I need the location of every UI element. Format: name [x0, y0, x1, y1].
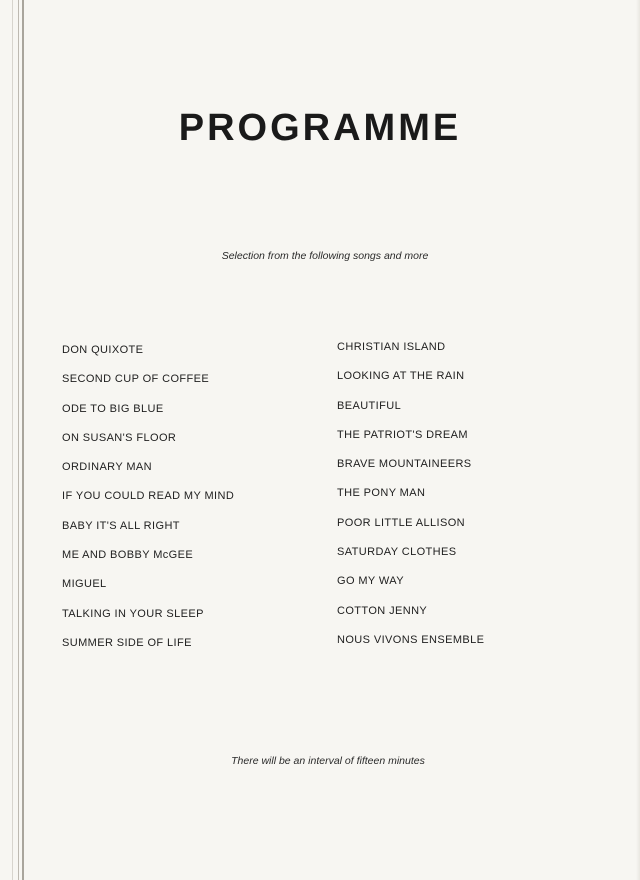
song-item: THE PONY MAN — [337, 487, 426, 500]
song-item: SUMMER SIDE OF LIFE — [62, 636, 192, 649]
song-item: SATURDAY CLOTHES — [337, 546, 457, 559]
song-item: BABY IT'S ALL RIGHT — [62, 519, 180, 532]
song-item: ON SUSAN'S FLOOR — [62, 431, 177, 444]
song-item: IF YOU COULD READ MY MIND — [62, 490, 235, 503]
song-item: TALKING IN YOUR SLEEP — [62, 607, 204, 620]
song-item: LOOKING AT THE RAIN — [337, 370, 465, 383]
interval-note: There will be an interval of fifteen minutes — [231, 755, 425, 767]
song-item: ODE TO BIG BLUE — [62, 402, 164, 415]
page-title: PROGRAMME — [178, 107, 462, 149]
song-item: POOR LITTLE ALLISON — [337, 516, 466, 529]
page-subtitle: Selection from the following songs and more — [221, 250, 429, 262]
song-item: COTTON JENNY — [337, 604, 428, 617]
song-list-left — [62, 344, 234, 666]
song-item: GO MY WAY — [337, 575, 404, 588]
song-item: BRAVE MOUNTAINEERS — [337, 458, 472, 471]
song-item: DON QUIXOTE — [62, 344, 144, 356]
song-list-right — [337, 341, 484, 663]
song-item: THE PATRIOT'S DREAM — [337, 428, 468, 441]
song-item: BEAUTIFUL — [337, 399, 402, 412]
song-item: SECOND CUP OF COFFEE — [62, 373, 210, 386]
song-item: ME AND BOBBY McGEE — [62, 549, 194, 562]
song-item: CHRISTIAN ISLAND — [337, 341, 446, 353]
song-item: ORDINARY MAN — [62, 461, 152, 474]
song-item: NOUS VIVONS ENSEMBLE — [337, 633, 485, 646]
song-item: MIGUEL — [62, 578, 107, 591]
